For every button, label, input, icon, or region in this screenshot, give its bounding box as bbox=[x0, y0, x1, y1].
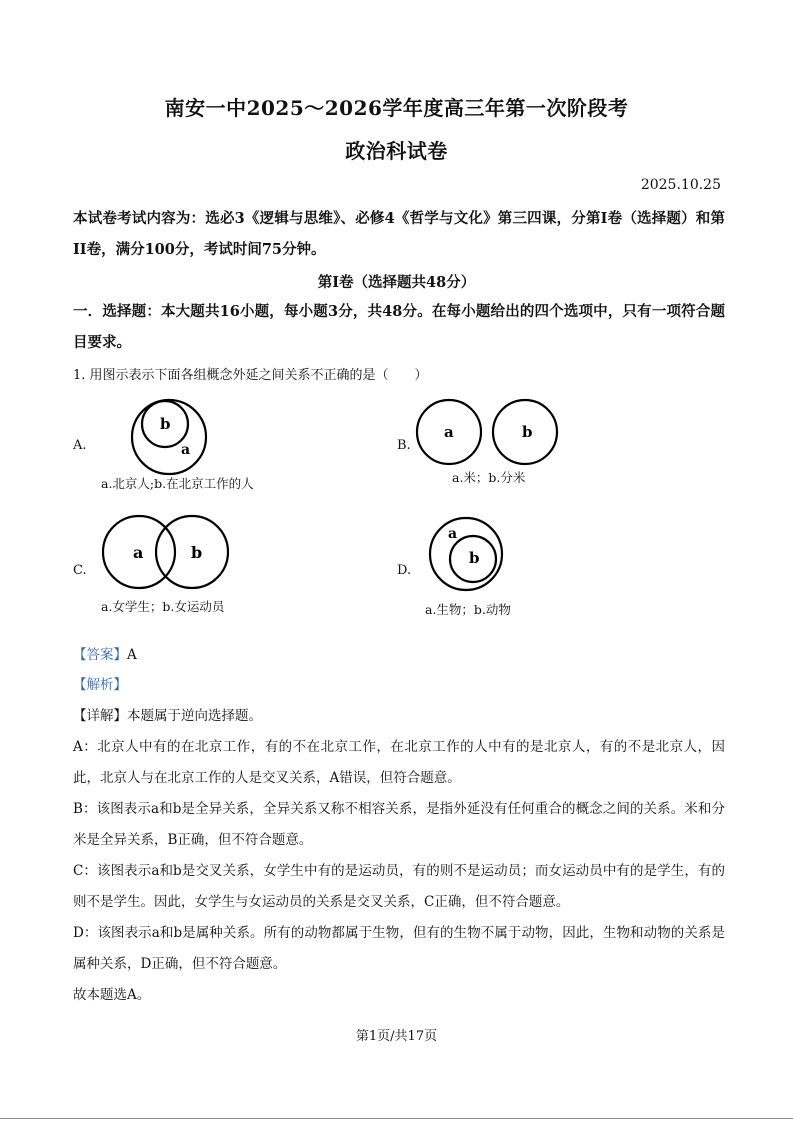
left-label: a bbox=[133, 543, 144, 562]
option-c-letter: C. bbox=[73, 563, 87, 578]
detail-conclusion: 故本题选A。 bbox=[73, 987, 151, 1003]
detail-b: B：该图表示a和b是全异关系，全异关系又称不相容关系，是指外延没有任何重合的概念之间的关系。米和分米是全异关系，B正确，但不符合题意。 bbox=[73, 801, 725, 848]
exam-intro: 本试卷考试内容为：选必3《逻辑与思维》、必修4《哲学与文化》第三四课，分第Ⅰ卷（选择题）和第II卷，满分100分，考试时间75分钟。 bbox=[73, 210, 725, 258]
option-d-diagram bbox=[425, 516, 525, 606]
outer-label: a bbox=[448, 526, 458, 542]
detail-intro: 【详解】本题属于逆向选择题。 bbox=[73, 708, 262, 724]
exam-date: 2025.10.25 bbox=[640, 177, 721, 193]
section-instructions: 一．选择题：本大题共16小题，每小题3分，共48分。在每小题给出的四个选项中，只有一项符合题目要求。 bbox=[73, 303, 725, 351]
option-d-letter: D. bbox=[397, 563, 412, 578]
inner-label: b bbox=[469, 549, 480, 567]
outer-circle bbox=[132, 400, 206, 474]
option-b-caption: a.米；b.分米 bbox=[452, 470, 526, 485]
right-label: b bbox=[522, 423, 533, 441]
exam-subtitle: 政治科试卷 bbox=[345, 139, 448, 163]
detail-a: A：北京人中有的在北京工作，有的不在北京工作，在北京工作的人中有的是北京人，有的不是北京人，因此，北京人与在北京工作的人是交叉关系，A错误，但符合题意。 bbox=[73, 739, 725, 786]
answer-label: 【答案】 bbox=[73, 647, 127, 663]
left-label: a bbox=[444, 423, 454, 441]
section-title: 第Ⅰ卷（选择题共48分） bbox=[317, 274, 476, 291]
page-footer: 第1页/共17页 bbox=[355, 1029, 438, 1044]
option-c-caption: a.女学生；b.女运动员 bbox=[101, 599, 225, 614]
right-label: b bbox=[191, 543, 203, 562]
exam-title: 南安一中2025～2026学年度高三年第一次阶段考 bbox=[164, 96, 629, 120]
inner-label: b bbox=[160, 415, 171, 433]
option-b-letter: B. bbox=[397, 438, 411, 453]
detail-d: D：该图表示a和b是属种关系。所有的动物都属于生物，但有的生物不属于动物，因此，生物和动物的关系是属种关系，D正确，但不符合题意。 bbox=[73, 925, 725, 972]
question-stem: 1. 用图示表示下面各组概念外延之间关系不正确的是（ ） bbox=[73, 368, 428, 383]
analysis-label: 【解析】 bbox=[73, 677, 127, 693]
option-b-diagram bbox=[414, 396, 574, 476]
option-a-letter: A. bbox=[73, 438, 87, 453]
outer-label: a bbox=[181, 442, 191, 458]
outer-circle bbox=[430, 518, 502, 590]
answer-value: A bbox=[127, 647, 137, 663]
answer-line bbox=[73, 640, 725, 671]
option-a-caption: a.北京人;b.在北京工作的人 bbox=[101, 476, 254, 491]
option-c-diagram bbox=[102, 510, 242, 600]
option-d-caption: a.生物；b.动物 bbox=[425, 602, 511, 617]
page-bottom-divider bbox=[0, 1118, 793, 1119]
option-a-diagram bbox=[127, 390, 247, 480]
detail-c: C：该图表示a和b是交叉关系，女学生中有的是运动员，有的则不是运动员；而女运动员中有的是学生，有的则不是学生。因此，女学生与女运动员的关系是交叉关系，C正确，但不符合题意。 bbox=[73, 863, 725, 910]
